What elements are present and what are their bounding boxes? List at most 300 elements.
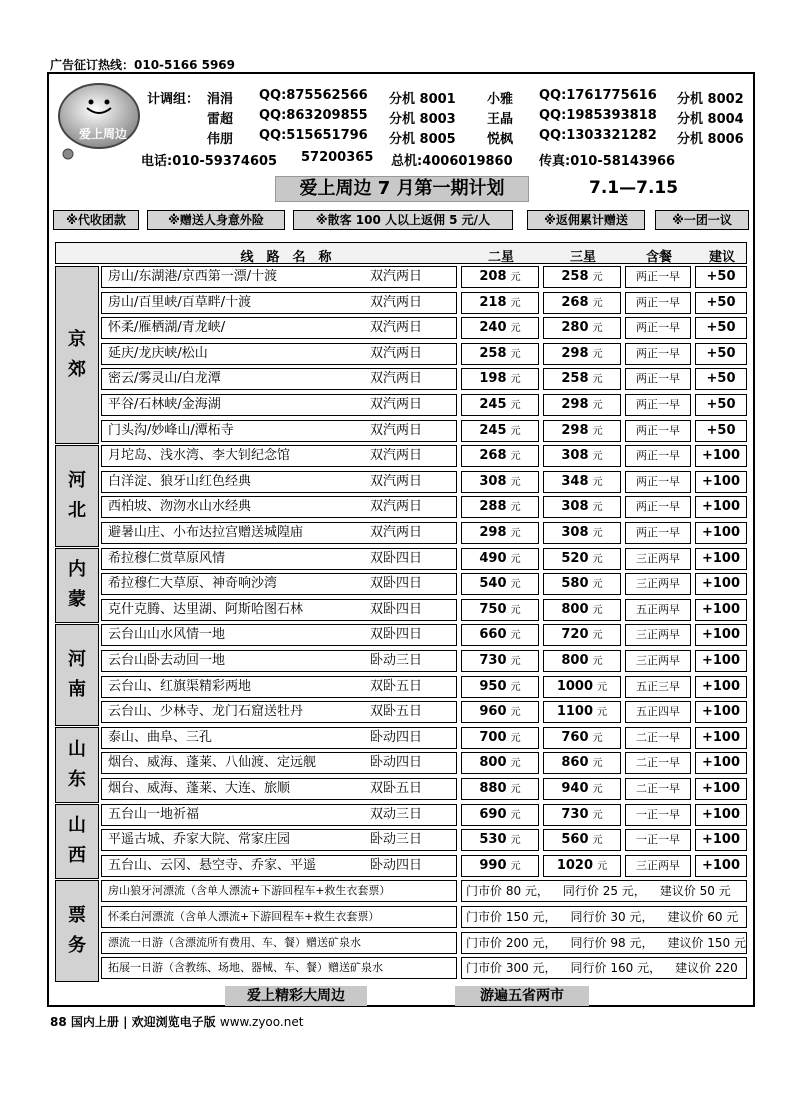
region-name: 票务 (68, 905, 86, 957)
two-star-price-cell (461, 292, 539, 314)
suggest-cell: +50 (695, 368, 747, 390)
suggest-cell: +100 (695, 522, 747, 544)
table-row (101, 804, 747, 826)
three-star-price-cell (543, 343, 621, 365)
price-unit: 元 (510, 604, 521, 616)
suggest-cell: +100 (695, 650, 747, 672)
two-star-price-cell (461, 778, 539, 800)
route-cell (101, 701, 457, 723)
region-label (55, 880, 99, 981)
price-unit: 元 (510, 425, 521, 437)
travel-mode: 双卧四日 (370, 550, 423, 566)
price-unit: 元 (592, 809, 603, 821)
meals-cell: 二正一早 (625, 727, 691, 749)
two-star-price-cell (461, 829, 539, 851)
three-star-price: 348 (561, 473, 589, 489)
route-name: 房山/东湖港/京西第一漂/十渡 (108, 269, 278, 284)
service-tags (53, 210, 749, 232)
three-star-price-cell (543, 471, 621, 493)
price-unit: 元 (592, 348, 603, 360)
three-star-price: 298 (561, 397, 589, 412)
two-star-price: 198 (479, 371, 507, 387)
price-unit: 元 (510, 528, 521, 539)
region-name: 山西 (68, 815, 86, 867)
route-cell (101, 855, 457, 877)
route-name: 西柏坡、沕沕水山水经典 (108, 499, 252, 515)
meals-cell: 两正一早 (625, 292, 691, 314)
peer-price: 同行价 98 元， (570, 935, 654, 950)
route-cell (101, 471, 457, 493)
table-row (101, 266, 747, 288)
two-star-price: 218 (479, 294, 507, 310)
table-row (101, 317, 747, 339)
meals-cell: 两正一早 (625, 471, 691, 493)
two-star-price-cell (461, 548, 539, 570)
price-unit: 元 (592, 553, 603, 565)
suggest-cell: +100 (695, 676, 747, 698)
ticket-row (101, 932, 747, 954)
table-row (101, 752, 747, 774)
region-name: 山东 (68, 738, 86, 790)
route-name: 房山/百里峡/百草畔/十渡 (108, 294, 252, 310)
two-star-price: 700 (479, 729, 507, 745)
footer-slogan-right: 游遍五省两市 (455, 986, 589, 1006)
table-row (101, 522, 747, 544)
contact-name: 王晶 (487, 112, 514, 127)
price-unit: 元 (592, 656, 603, 667)
route-name: 五台山、云冈、悬空寺、乔家、平遥 (108, 857, 317, 873)
route-name: 云台山、少林寺、龙门石窟送牡丹 (108, 704, 304, 720)
two-star-price: 950 (479, 678, 507, 694)
contact-qq: QQ:1761775616 (539, 88, 657, 103)
meals-cell: 两正一早 (625, 317, 691, 339)
three-star-price-cell (543, 496, 621, 518)
tag-item: ※赠送人身意外险 (147, 210, 285, 230)
suggest-cell: +50 (695, 343, 747, 365)
price-unit: 元 (592, 835, 603, 847)
travel-mode: 双动三日 (370, 806, 423, 822)
travel-mode: 卧动四日 (370, 857, 423, 873)
two-star-price: 288 (479, 499, 507, 515)
contact-ext: 分机 8006 (677, 132, 744, 147)
route-cell (101, 496, 457, 518)
two-star-price-cell (461, 599, 539, 621)
two-star-price-cell (461, 701, 539, 723)
price-unit: 元 (592, 732, 603, 744)
three-star-price: 580 (561, 576, 589, 592)
contact-row-3 (147, 128, 753, 146)
two-star-price-cell (461, 317, 539, 339)
route-name: 延庆/龙庆峡/松山 (108, 345, 208, 361)
travel-mode: 双汽两日 (370, 269, 423, 284)
date-range: 7.1—7.15 (589, 178, 679, 198)
price-unit: 元 (592, 476, 603, 488)
route-cell (101, 599, 457, 621)
region-label (55, 445, 99, 546)
travel-mode: 双汽两日 (370, 448, 423, 464)
region-label (55, 804, 99, 880)
suggest-price: 建议价 60 元 (667, 910, 739, 924)
travel-mode: 双卧五日 (370, 781, 423, 796)
price-unit: 元 (592, 374, 603, 386)
logo (55, 82, 141, 162)
footer-promo: 欢迎浏览电子版 (131, 1015, 216, 1029)
peer-price: 同行价 160 元， (570, 961, 662, 976)
ticket-row (101, 957, 747, 979)
price-unit: 元 (510, 860, 521, 872)
three-star-price: 298 (561, 422, 589, 438)
price-unit: 元 (510, 374, 521, 386)
suggest-cell: +100 (695, 548, 747, 570)
two-star-price: 540 (479, 576, 507, 592)
three-star-price: 1100 (556, 704, 594, 720)
meals-cell: 二正一早 (625, 752, 691, 774)
ticket-route: 怀柔白河漂流（含单人漂流+下游回程车+救生衣套票） (101, 906, 457, 928)
three-star-price-cell (543, 292, 621, 314)
route-cell (101, 368, 457, 390)
travel-mode: 双汽两日 (370, 499, 423, 515)
two-star-price-cell (461, 522, 539, 544)
contact-qq: QQ:1985393818 (539, 108, 657, 123)
plan-title: 爱上周边 7 月第一期计划 (275, 176, 529, 202)
price-unit: 元 (592, 272, 603, 283)
travel-mode: 卧动四日 (370, 755, 423, 771)
price-unit: 元 (592, 297, 603, 309)
route-name: 避暑山庄、小布达拉宫赠送城隍庙 (108, 525, 304, 540)
three-star-price: 760 (561, 729, 589, 745)
price-unit: 元 (510, 784, 521, 795)
two-star-price-cell (461, 727, 539, 749)
meals-cell: 一正一早 (625, 829, 691, 851)
gate-price: 门市价 200 元， (466, 935, 557, 950)
route-cell (101, 727, 457, 749)
two-star-price-cell (461, 804, 539, 826)
price-unit: 元 (510, 476, 521, 488)
route-name: 白洋淀、狼牙山红色经典 (108, 473, 252, 489)
travel-mode: 双卧五日 (370, 704, 423, 720)
route-name: 云台山卧去动回一地 (108, 653, 226, 668)
ticket-row (101, 906, 747, 928)
price-unit: 元 (597, 681, 608, 693)
ticket-price (461, 880, 747, 902)
table-row (101, 368, 747, 390)
price-unit: 元 (592, 579, 603, 591)
suggest-cell: +100 (695, 778, 747, 800)
three-star-price: 730 (561, 806, 589, 822)
meals-cell: 两正一早 (625, 343, 691, 365)
two-star-price: 990 (479, 857, 507, 873)
route-name: 平谷/石林峡/金海湖 (108, 397, 221, 412)
three-star-price: 280 (561, 320, 589, 336)
travel-mode: 卧动三日 (370, 832, 423, 848)
ticket-price (461, 906, 747, 928)
price-unit: 元 (592, 425, 603, 437)
two-star-price: 245 (479, 422, 507, 438)
table-row (101, 343, 747, 365)
three-star-price-cell (543, 522, 621, 544)
three-star-price-cell (543, 727, 621, 749)
price-unit: 元 (592, 400, 603, 411)
two-star-price: 490 (479, 550, 507, 566)
region-name: 内蒙 (68, 559, 86, 611)
suggest-cell: +50 (695, 266, 747, 288)
contact-qq: QQ:875562566 (259, 88, 368, 103)
price-unit: 元 (592, 758, 603, 770)
two-star-price: 208 (479, 269, 507, 284)
three-star-price: 720 (561, 627, 589, 643)
three-star-price-cell (543, 650, 621, 672)
two-star-price: 880 (479, 781, 507, 796)
table-row (101, 420, 747, 442)
suggest-cell: +100 (695, 599, 747, 621)
meals-cell: 两正一早 (625, 522, 691, 544)
route-cell (101, 676, 457, 698)
three-star-price-cell (543, 624, 621, 646)
route-cell (101, 343, 457, 365)
meals-cell: 三正两早 (625, 650, 691, 672)
two-star-price-cell (461, 855, 539, 877)
three-star-price: 308 (561, 499, 589, 515)
region-name: 河南 (68, 649, 86, 701)
region-name: 河北 (68, 469, 86, 521)
three-star-price: 308 (561, 525, 589, 540)
travel-mode: 双汽两日 (370, 422, 423, 438)
tag-item: ※代收团款 (53, 210, 139, 230)
travel-mode: 双汽两日 (370, 294, 423, 310)
table-row (101, 650, 747, 672)
two-star-price-cell (461, 650, 539, 672)
contact-qq: QQ:515651796 (259, 128, 368, 143)
two-star-price-cell (461, 471, 539, 493)
route-name: 云台山、红旗渠精彩两地 (108, 678, 252, 694)
table-row (101, 471, 747, 493)
meals-cell: 五正两早 (625, 599, 691, 621)
suggest-cell: +100 (695, 855, 747, 877)
table-row (101, 624, 747, 646)
three-star-price-cell (543, 778, 621, 800)
price-unit: 元 (592, 451, 603, 463)
meals-cell: 一正一早 (625, 804, 691, 826)
three-star-price-cell (543, 548, 621, 570)
route-name: 烟台、威海、蓬莱、八仙渡、定远舰 (108, 755, 317, 771)
suggest-cell: +100 (695, 829, 747, 851)
gate-price: 门市价 300 元， (466, 961, 557, 976)
ticket-price (461, 932, 747, 954)
two-star-price: 258 (479, 345, 507, 361)
region-name: 京郊 (68, 329, 86, 381)
suggest-cell: +100 (695, 727, 747, 749)
price-unit: 元 (510, 758, 521, 770)
peer-price: 同行价 30 元， (570, 910, 654, 924)
three-star-price-cell (543, 676, 621, 698)
three-star-price-cell (543, 752, 621, 774)
travel-mode: 双汽两日 (370, 320, 423, 336)
table-row (101, 829, 747, 851)
travel-mode: 双卧四日 (370, 601, 423, 617)
route-cell (101, 394, 457, 416)
contact-name: 伟朋 (207, 132, 234, 147)
table-row (101, 727, 747, 749)
route-cell (101, 522, 457, 544)
contact-name: 小雅 (487, 92, 514, 107)
suggest-cell: +50 (695, 394, 747, 416)
price-unit: 元 (510, 553, 521, 565)
price-unit: 元 (510, 835, 521, 847)
contact-ext: 分机 8004 (677, 112, 744, 127)
price-unit: 元 (592, 528, 603, 539)
price-unit: 元 (510, 297, 521, 309)
phone-number: 电话:010-59374605 (141, 154, 278, 169)
ticket-route: 拓展一日游（含教练、场地、器械、车、餐）赠送矿泉水 (101, 957, 457, 979)
three-star-price: 800 (561, 653, 589, 668)
price-unit: 元 (510, 809, 521, 821)
logo-text: 爱上周边 (78, 127, 127, 141)
gate-price: 门市价 80 元， (466, 884, 549, 899)
meals-cell: 五正三早 (625, 676, 691, 698)
travel-mode: 双汽两日 (370, 397, 423, 412)
price-unit: 元 (510, 451, 521, 463)
price-unit: 元 (510, 579, 521, 591)
price-unit: 元 (510, 502, 521, 514)
three-star-price: 258 (561, 269, 589, 284)
route-name: 希拉穆仁大草原、神奇响沙湾 (108, 576, 278, 592)
three-star-price: 1020 (556, 857, 594, 873)
route-name: 希拉穆仁赏草原风情 (108, 550, 226, 566)
meals-cell: 两正一早 (625, 445, 691, 467)
three-star-price: 800 (561, 601, 589, 617)
footer-bar (55, 986, 747, 1006)
two-star-price-cell (461, 752, 539, 774)
suggest-cell: +50 (695, 292, 747, 314)
price-unit: 元 (597, 860, 608, 872)
two-star-price: 960 (479, 704, 507, 720)
region-label (55, 624, 99, 725)
book-name: 国内上册 (70, 1015, 119, 1029)
meals-cell: 二正一早 (625, 778, 691, 800)
route-name: 五台山一地祈福 (108, 806, 200, 822)
three-star-price: 520 (561, 550, 589, 566)
two-star-price: 530 (479, 832, 507, 848)
two-star-price-cell (461, 624, 539, 646)
meals-cell: 两正一早 (625, 394, 691, 416)
suggest-price: 建议价 150 元 (667, 935, 746, 950)
three-star-price: 258 (561, 371, 589, 387)
table-row (101, 548, 747, 570)
travel-mode: 双汽两日 (370, 473, 423, 489)
route-cell (101, 650, 457, 672)
footer-site-link[interactable]: www.zyoo.net (219, 1015, 304, 1029)
two-star-price-cell (461, 573, 539, 595)
price-unit: 元 (510, 681, 521, 693)
route-cell (101, 266, 457, 288)
phone-number-2: 57200365 (301, 150, 374, 165)
price-unit: 元 (597, 707, 608, 719)
price-unit: 元 (510, 272, 521, 283)
page-footer (50, 1013, 303, 1030)
ticket-row (101, 880, 747, 902)
travel-mode: 双汽两日 (370, 371, 423, 387)
suggest-price: 建议价 220 (675, 961, 738, 976)
contact-name: 涓涓 (207, 92, 234, 107)
two-star-price-cell (461, 445, 539, 467)
suggest-cell: +100 (695, 471, 747, 493)
price-unit: 元 (510, 323, 521, 335)
page-number: 88 (50, 1015, 67, 1029)
travel-mode: 双卧四日 (370, 576, 423, 592)
ticket-route: 漂流一日游（含漂流所有费用、车、餐）赠送矿泉水 (101, 932, 457, 954)
meals-cell: 五正四早 (625, 701, 691, 723)
travel-mode: 卧动四日 (370, 729, 423, 745)
route-name: 烟台、威海、蓬莱、大连、旅顺 (108, 781, 291, 796)
contact-row-1 (147, 88, 753, 106)
travel-mode: 卧动三日 (370, 653, 423, 668)
route-cell (101, 317, 457, 339)
meals-cell: 三正两早 (625, 855, 691, 877)
suggest-cell: +100 (695, 573, 747, 595)
price-unit: 元 (510, 732, 521, 744)
route-name: 怀柔/雁栖湖/青龙峡/ (108, 320, 226, 336)
meals-cell: 三正两早 (625, 624, 691, 646)
route-name: 云台山山水风情一地 (108, 627, 226, 643)
table-row (101, 292, 747, 314)
three-star-price: 298 (561, 345, 589, 361)
region-label (55, 266, 99, 444)
route-name: 密云/雾灵山/白龙潭 (108, 371, 221, 387)
suggest-cell: +100 (695, 624, 747, 646)
two-star-price-cell (461, 343, 539, 365)
suggest-cell: +100 (695, 701, 747, 723)
contact-qq: QQ:1303321282 (539, 128, 657, 143)
route-cell (101, 804, 457, 826)
price-unit: 元 (510, 656, 521, 667)
two-star-price-cell (461, 368, 539, 390)
three-star-price: 860 (561, 755, 589, 771)
three-star-price: 1000 (556, 678, 594, 694)
two-star-price-cell (461, 676, 539, 698)
three-star-price-cell (543, 445, 621, 467)
three-star-price-cell (543, 368, 621, 390)
three-star-price-cell (543, 420, 621, 442)
three-star-price-cell (543, 701, 621, 723)
contact-name: 悦枫 (487, 132, 514, 147)
three-star-price: 560 (561, 832, 589, 848)
header-two-star: 二星 (487, 250, 514, 265)
three-star-price-cell (543, 317, 621, 339)
three-star-price: 940 (561, 781, 589, 796)
suggest-cell: +50 (695, 317, 747, 339)
price-unit: 元 (592, 784, 603, 795)
two-star-price: 298 (479, 525, 507, 540)
three-star-price-cell (543, 855, 621, 877)
route-name: 泰山、曲阜、三孔 (108, 729, 213, 745)
two-star-price-cell (461, 394, 539, 416)
route-cell (101, 548, 457, 570)
header-suggest: 建议 (708, 250, 735, 265)
table-row (101, 701, 747, 723)
table-row (101, 394, 747, 416)
two-star-price: 240 (479, 320, 507, 336)
three-star-price-cell (543, 829, 621, 851)
three-star-price-cell (543, 394, 621, 416)
contact-name: 雷超 (207, 112, 234, 127)
price-unit: 元 (510, 707, 521, 719)
route-cell (101, 752, 457, 774)
two-star-price: 245 (479, 397, 507, 412)
two-star-price: 690 (479, 806, 507, 822)
region-label (55, 548, 99, 624)
three-star-price-cell (543, 266, 621, 288)
two-star-price: 800 (479, 755, 507, 771)
